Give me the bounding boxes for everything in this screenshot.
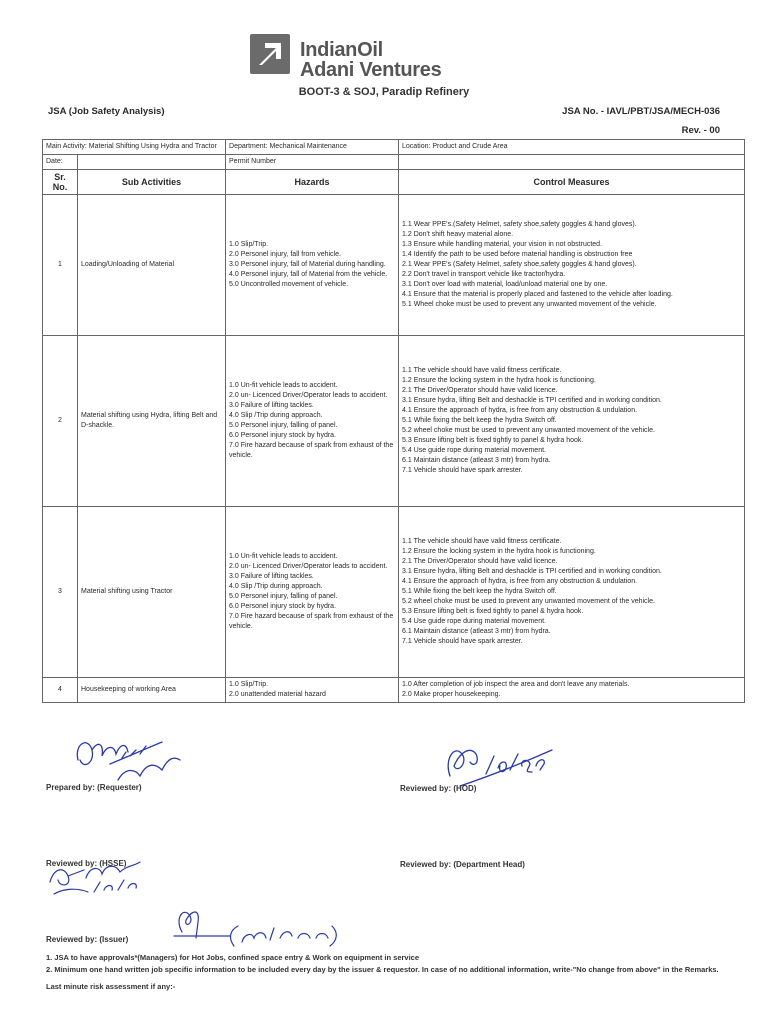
permit-value — [399, 155, 745, 170]
logo-line-1: IndianOil — [300, 39, 383, 61]
date-value — [78, 155, 226, 170]
logo-line-2: Adani Ventures — [300, 59, 442, 81]
date-label: Date: — [43, 155, 78, 170]
controls-cell — [399, 336, 745, 507]
controls-cell — [399, 507, 745, 678]
control-item: 2.2 Don't travel in transport vehicle like tractor/hydra. — [402, 271, 566, 278]
date-row — [43, 155, 745, 170]
hazard-item: 5.0 Uncontrolled movement of vehicle. — [229, 281, 349, 288]
signature-issuer — [170, 898, 340, 950]
hazard-item: 6.0 Personel injury stock by hydra. — [229, 432, 337, 439]
hazard-item: 1.0 Un-fit vehicle leads to accident. — [229, 553, 338, 560]
sub-activity: Material shifting using Tractor — [78, 507, 226, 678]
table-row — [43, 678, 745, 703]
control-item: 2.0 Make proper housekeeping. — [402, 691, 501, 698]
control-item: 1.1 The vehicle should have valid fitness certificate. — [402, 367, 562, 374]
hazard-item: 2.0 un- Licenced Driver/Operator leads to accident. — [229, 392, 388, 399]
jsa-number: JSA No. - IAVL/PBT/JSA/MECH-036 — [562, 106, 720, 117]
hazard-item: 4.0 Personel injury, fall of Material from the vehicle. — [229, 271, 388, 278]
control-item: 4.1 Ensure that the material is properly placed and fastened to the vehicle after loading. — [402, 291, 673, 298]
hazard-item: 5.0 Personel injury, falling of panel. — [229, 422, 338, 429]
control-item: 6.1 Maintain distance (atleast 3 mtr) from hydra. — [402, 628, 551, 635]
hazard-item: 5.0 Personel injury, falling of panel. — [229, 593, 338, 600]
hazard-item: 2.0 unattended material hazard — [229, 691, 326, 698]
hazard-item: 6.0 Personel injury stock by hydra. — [229, 603, 337, 610]
hazard-item: 4.0 Slip /Trip during approach. — [229, 412, 323, 419]
control-item: 5.4 Use guide rope during material movement. — [402, 618, 546, 625]
control-item: 1.0 After completion of job inspect the area and don't leave any materials. — [402, 681, 630, 688]
table-row — [43, 336, 745, 507]
hazard-item: 1.0 Un-fit vehicle leads to accident. — [229, 382, 338, 389]
col-header-control-measures: Control Measures — [399, 170, 745, 195]
control-item: 1.1 Wear PPE's.(Safety Helmet, safety shoe,safety goggles & hand gloves). — [402, 221, 637, 228]
reviewed-hod-label: Reviewed by: (HOD) — [400, 784, 477, 793]
hazard-item: 2.0 un- Licenced Driver/Operator leads to accident. — [229, 563, 388, 570]
signature-hod — [440, 732, 560, 792]
revision: Rev. - 00 — [681, 125, 720, 136]
control-item: 3.1 Ensure hydra, lifting Belt and deshackle is TPI certified and in working condition. — [402, 568, 662, 575]
hazard-item: 1.0 Slip/Trip. — [229, 681, 269, 688]
footer-notes — [46, 952, 726, 993]
hazards-cell — [226, 507, 399, 678]
reviewed-dept-head-label: Reviewed by: (Department Head) — [400, 860, 525, 869]
sr-no: 1 — [43, 195, 78, 336]
control-item: 7.1 Vehicle should have spark arrester. — [402, 638, 523, 645]
control-item: 2.1 The Driver/Operator should have valid licence. — [402, 558, 558, 565]
logo-wordmark — [300, 40, 441, 80]
control-item: 5.3 Ensure lifting belt is fixed tightly to panel & hydra hook. — [402, 608, 584, 615]
control-item: 5.2 wheel choke must be used to prevent any unwanted movement of the vehicle. — [402, 427, 655, 434]
hazards-cell — [226, 195, 399, 336]
hazard-item: 7.0 Fire hazard because of spark from exhaust of the vehicle. — [229, 442, 394, 459]
control-item: 5.1 While fixing the belt keep the hydra Switch off. — [402, 588, 557, 595]
col-header-hazards: Hazards — [226, 170, 399, 195]
sr-no: 2 — [43, 336, 78, 507]
note-2: 2. Minimum one hand written job specific information to be included every day by the issuer & requestor. In case of no additional information, write-"No change from above" in the Remarks. — [46, 965, 719, 974]
hazard-item: 3.0 Failure of lifting tackles. — [229, 402, 314, 409]
reviewed-hsse-label: Reviewed by: (HSSE) — [46, 859, 127, 868]
control-item: 2.1 Wear PPE's (Safety Helmet, safety shoe,safety goggles & hand gloves). — [402, 261, 637, 268]
meta-row — [43, 140, 745, 155]
company-logo — [250, 32, 510, 82]
control-item: 6.1 Maintain distance (atleast 3 mtr) from hydra. — [402, 457, 551, 464]
control-item: 1.2 Ensure the locking system in the hydra hook is functioning. — [402, 377, 596, 384]
hazards-cell — [226, 678, 399, 703]
controls-cell — [399, 678, 745, 703]
control-item: 5.1 While fixing the belt keep the hydra Switch off. — [402, 417, 557, 424]
department: Department: Mechanical Maintenance — [226, 140, 399, 155]
control-item: 4.1 Ensure the approach of hydra, is free from any obstruction & undulation. — [402, 407, 638, 414]
hazard-item: 2.0 Personel injury, fall from vehicle. — [229, 251, 341, 258]
logo-arrow-icon — [250, 34, 290, 74]
site-subtitle: BOOT-3 & SOJ, Paradip Refinery — [298, 86, 470, 98]
sr-no: 4 — [43, 678, 78, 703]
jsa-table — [42, 139, 745, 703]
control-item: 1.2 Ensure the locking system in the hydra hook is functioning. — [402, 548, 596, 555]
table-row — [43, 195, 745, 336]
control-item: 1.4 Identify the path to be used before material handling is obstruction free — [402, 251, 633, 258]
control-item: 5.1 Wheel choke must be used to prevent any unwanted movement of the vehicle. — [402, 301, 657, 308]
control-item: 3.1 Ensure hydra, lifting Belt and deshackle is TPI certified and in working condition. — [402, 397, 662, 404]
permit-label: Permit Number — [226, 155, 399, 170]
control-item: 5.4 Use guide rope during material movement. — [402, 447, 546, 454]
control-item: 3.1 Don't over load with material, load/unload material one by one. — [402, 281, 608, 288]
note-1: 1. JSA to have approvals*(Managers) for Hot Jobs, confined space entry & Work on equipment in service — [46, 953, 420, 962]
control-item: 1.1 The vehicle should have valid fitness certificate. — [402, 538, 562, 545]
hazard-item: 1.0 Slip/Trip. — [229, 241, 269, 248]
col-header-sub-activities: Sub Activities — [78, 170, 226, 195]
hazard-item: 3.0 Personel injury, fall of Material during handling. — [229, 261, 386, 268]
control-item: 2.1 The Driver/Operator should have valid licence. — [402, 387, 558, 394]
control-item: 1.2 Don't shift heavy material alone. — [402, 231, 514, 238]
col-header-sr: Sr. No. — [43, 170, 78, 195]
sub-activity: Housekeeping of working Area — [78, 678, 226, 703]
control-item: 1.3 Ensure while handling material, your vision in not obstructed. — [402, 241, 603, 248]
sr-no: 3 — [43, 507, 78, 678]
hazard-item: 3.0 Failure of lifting tackles. — [229, 573, 314, 580]
column-header-row — [43, 170, 745, 195]
reviewed-issuer-label: Reviewed by: (Issuer) — [46, 935, 129, 944]
control-item: 7.1 Vehicle should have spark arrester. — [402, 467, 523, 474]
control-item: 5.2 wheel choke must be used to prevent any unwanted movement of the vehicle. — [402, 598, 655, 605]
document-type: JSA (Job Safety Analysis) — [48, 106, 165, 117]
hazard-item: 7.0 Fire hazard because of spark from exhaust of the vehicle. — [229, 613, 394, 630]
main-activity: Main Activity: Material Shifting Using Hydra and Tractor — [43, 140, 226, 155]
table-row — [43, 507, 745, 678]
controls-cell — [399, 195, 745, 336]
prepared-by-label: Prepared by: (Requester) — [46, 783, 142, 792]
control-item: 5.3 Ensure lifting belt is fixed tightly to panel & hydra hook. — [402, 437, 584, 444]
control-item: 4.1 Ensure the approach of hydra, is free from any obstruction & undulation. — [402, 578, 638, 585]
hazards-cell — [226, 336, 399, 507]
location: Location: Product and Crude Area — [399, 140, 745, 155]
signature-prepared — [70, 730, 190, 790]
sub-activity: Material shifting using Hydra, lifting Belt and D-shackle. — [78, 336, 226, 507]
note-last-minute: Last minute risk assessment if any:- — [46, 982, 176, 991]
hazard-item: 4.0 Slip /Trip during approach. — [229, 583, 323, 590]
sub-activity: Loading/Unloading of Material — [78, 195, 226, 336]
